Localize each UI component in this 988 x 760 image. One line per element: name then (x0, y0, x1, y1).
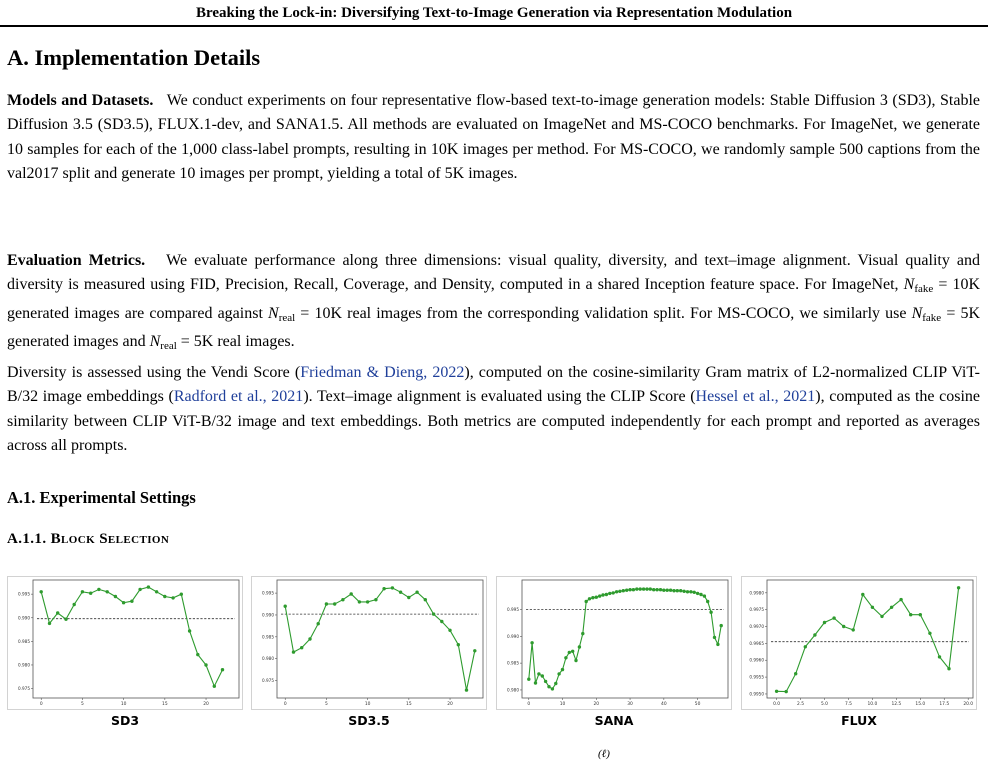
math-sub-fake: fake (914, 283, 934, 296)
x-tick-label: 30 (627, 702, 633, 707)
y-tick-label: 0.9955 (749, 674, 764, 680)
x-tick-label: 15 (406, 702, 412, 707)
data-point (530, 641, 533, 644)
data-point (325, 602, 328, 605)
header-rule (0, 25, 988, 27)
data-point (842, 625, 845, 628)
data-point (432, 612, 435, 615)
data-point (527, 678, 530, 681)
footer-math-glyph: (ℓ) (598, 748, 610, 760)
plot-label-sd35: SD3.5 (348, 713, 390, 728)
y-tick-label: 0.995 (18, 591, 30, 597)
data-point (852, 628, 855, 631)
x-tick-label: 10 (120, 702, 127, 707)
data-point (899, 598, 902, 601)
y-tick-label: 0.995 (262, 590, 274, 596)
y-tick-label: 0.9980 (749, 590, 764, 596)
data-point (547, 685, 550, 688)
x-tick-label: 5 (325, 702, 328, 707)
subsubsection-number: A.1.1. (7, 531, 47, 547)
data-point (382, 587, 385, 590)
data-point (557, 672, 560, 675)
data-point (284, 605, 287, 608)
paragraph-text: We evaluate performance along three dimensions: visual quality, diversity, and text–image alignment. Visual quality and diversity is measured using FID, Precision, Recall, Coverage, and Density, computed in a shared Inception feature space. For ImageNet, (7, 252, 981, 294)
paragraph-text: generated images and (7, 333, 146, 351)
math-eq: = 10K (295, 304, 343, 322)
data-point (666, 589, 669, 592)
data-point (713, 636, 716, 639)
x-tick-label: 17.5 (939, 702, 950, 707)
y-tick-label: 0.980 (262, 656, 274, 662)
data-point (138, 588, 141, 591)
data-point (48, 622, 51, 625)
data-point (639, 587, 642, 590)
data-point (689, 590, 692, 593)
data-point (676, 589, 679, 592)
data-point (213, 685, 216, 688)
y-tick-label: 0.990 (507, 633, 519, 639)
x-tick-label: 40 (661, 702, 667, 707)
math-eq: = 5K (176, 333, 214, 351)
x-tick-label: 5 (81, 702, 84, 707)
data-point (424, 598, 427, 601)
data-point (534, 681, 537, 684)
data-point (399, 591, 402, 594)
y-tick-label: 0.995 (507, 607, 519, 612)
data-point (581, 632, 584, 635)
data-point (391, 586, 394, 589)
data-point (880, 615, 883, 618)
data-point (292, 650, 295, 653)
data-point (947, 667, 950, 670)
y-tick-label: 0.9965 (749, 640, 764, 646)
data-point (407, 596, 410, 599)
math-sub-real: real (278, 311, 296, 324)
data-point (686, 590, 689, 593)
y-tick-label: 0.9960 (749, 657, 764, 663)
data-point (595, 596, 598, 599)
y-tick-label: 0.985 (262, 634, 274, 640)
data-point (605, 593, 608, 596)
data-point (716, 643, 719, 646)
x-tick-label: 10.0 (867, 702, 878, 707)
data-point (693, 591, 696, 594)
data-point (652, 588, 655, 591)
data-point (608, 592, 611, 595)
data-point (180, 593, 183, 596)
plot-sd3 (7, 576, 243, 710)
data-point (591, 596, 594, 599)
data-point (122, 601, 125, 604)
data-point (679, 589, 682, 592)
x-tick-label: 50 (694, 702, 701, 707)
data-point (588, 597, 591, 600)
data-point (64, 618, 67, 621)
data-point (813, 633, 816, 636)
data-point (551, 687, 554, 690)
data-point (909, 613, 912, 616)
paragraph-heading: Evaluation Metrics. (7, 252, 146, 269)
data-point (341, 598, 344, 601)
x-tick-label: 20 (203, 702, 209, 707)
running-header: Breaking the Lock-in: Diversifying Text-to-Image Generation via Representation Modulation (195, 5, 793, 21)
citation-radford[interactable]: Radford et al., 2021 (173, 388, 304, 406)
data-point (544, 680, 547, 683)
section-title: A. Implementation Details (7, 45, 261, 70)
data-point (585, 600, 588, 603)
citation-friedman-dieng[interactable]: Friedman & Dieng, 2022 (300, 364, 465, 381)
data-point (890, 606, 893, 609)
x-tick-label: 7.5 (844, 702, 852, 707)
data-point (622, 589, 625, 592)
data-point (628, 588, 631, 591)
paragraph-text: Diversity is assessed using the Vendi Score ( (7, 364, 301, 381)
data-point (114, 595, 117, 598)
data-point (703, 594, 706, 597)
figure-border (252, 577, 487, 710)
x-tick-label: 0 (39, 702, 43, 707)
data-point (957, 586, 960, 589)
data-point (374, 598, 377, 601)
data-point (682, 590, 685, 593)
data-point (415, 591, 418, 594)
paragraph-diversity (7, 361, 980, 459)
data-point (465, 688, 468, 691)
x-tick-label: 5.0 (820, 702, 828, 707)
math-eq: = 10K (933, 276, 981, 294)
data-point (669, 589, 672, 592)
y-tick-label: 0.985 (18, 638, 30, 644)
data-point (635, 587, 638, 590)
data-point (317, 622, 320, 625)
x-tick-label: 2.5 (797, 702, 805, 707)
paragraph-text: generated images are compared against (7, 304, 263, 322)
data-point (554, 682, 557, 685)
figure-border (742, 577, 977, 710)
data-point (568, 651, 571, 654)
data-point (188, 629, 191, 632)
data-point (699, 593, 702, 596)
data-point (601, 593, 604, 596)
data-point (40, 590, 43, 593)
plot-sana (496, 576, 732, 710)
x-tick-label: 15.0 (915, 702, 926, 707)
paragraph-text: ), computed on the cosine-similarity Gram matrix of L2-normalized CLIP ViT-B/32 image embeddings ( (7, 364, 980, 406)
math-eq: = 5K (941, 304, 981, 322)
data-point (938, 655, 941, 658)
data-point (204, 663, 207, 666)
y-tick-label: 0.9950 (749, 691, 764, 697)
x-tick-label: 10 (559, 702, 566, 707)
data-point (366, 600, 369, 603)
data-point (561, 668, 564, 671)
data-point (720, 624, 723, 627)
y-tick-label: 0.9970 (749, 624, 764, 630)
data-point (618, 590, 621, 593)
data-point (571, 650, 574, 653)
x-tick-label: 20 (593, 702, 600, 707)
x-tick-label: 0 (527, 702, 531, 707)
paragraph-text: ), computed as the cosine similarity between CLIP ViT-B/32 image and text embeddings. Both metrics are computed independently for each prompt and reported as averages across all prompts. (7, 388, 981, 455)
data-point (632, 588, 635, 591)
data-point (196, 653, 199, 656)
data-point (832, 616, 835, 619)
data-point (709, 611, 712, 614)
data-point (861, 593, 864, 596)
data-point (308, 637, 311, 640)
subsubsection-title (7, 529, 169, 549)
data-point (642, 587, 645, 590)
data-point (645, 587, 648, 590)
data-point (564, 656, 567, 659)
y-tick-label: 0.990 (262, 612, 274, 618)
data-point (106, 590, 109, 593)
subsubsection-text: Block Selection (50, 531, 170, 547)
math-n: N (911, 304, 923, 322)
data-point (73, 603, 76, 606)
math-sub-fake: fake (922, 311, 942, 324)
data-point (89, 592, 92, 595)
subsection-title: A.1. Experimental Settings (7, 488, 196, 507)
x-tick-label: 0.0 (773, 702, 781, 707)
paragraph-models-datasets (7, 89, 980, 187)
paragraph-text: real images from the corresponding validation split. For MS-COCO, we similarly use (347, 304, 907, 322)
plot-label-flux: FLUX (841, 713, 877, 728)
x-tick-label: 20 (447, 702, 453, 707)
data-point (706, 600, 709, 603)
data-point (804, 645, 807, 648)
data-point (775, 690, 778, 693)
data-point (598, 594, 601, 597)
data-point (163, 595, 166, 598)
plot-flux (741, 576, 977, 710)
data-point (440, 620, 443, 623)
data-point (612, 591, 615, 594)
data-point (928, 632, 931, 635)
data-point (625, 589, 628, 592)
data-point (659, 588, 662, 591)
data-point (473, 649, 476, 652)
data-point (615, 590, 618, 593)
data-point (672, 589, 675, 592)
data-point (696, 592, 699, 595)
data-point (155, 590, 158, 593)
data-point (574, 659, 577, 662)
data-point (871, 606, 874, 609)
data-point (448, 629, 451, 632)
math-sub-real: real (160, 340, 177, 353)
x-tick-label: 12.5 (891, 702, 902, 707)
x-tick-label: 0 (283, 702, 287, 707)
y-tick-label: 0.980 (18, 662, 30, 668)
data-point (350, 592, 353, 595)
data-point (794, 672, 797, 675)
data-point (300, 646, 303, 649)
x-tick-label: 15 (162, 702, 168, 707)
data-point (823, 621, 826, 624)
data-point (578, 645, 581, 648)
paragraph-heading: Models and Datasets. (7, 92, 154, 109)
paragraph-evaluation-metrics (7, 249, 980, 359)
y-tick-label: 0.9975 (749, 607, 764, 613)
y-tick-label: 0.975 (18, 686, 30, 692)
y-tick-label: 0.975 (262, 678, 274, 684)
paragraph-text: real images. (217, 333, 295, 351)
paragraph-text: We conduct experiments on four representative flow-based text-to-image generation models: Stable Diffusion 3 (SD3), Stable Diffusion 3.5 (SD3.5), FLUX.1-dev, and SANA1.5. All methods are evaluated on ImageNet and MS-COCO benchmarks. For ImageNet, we generate 10 samples for each of the 1,000 class-label prompts, resulting in 10K images per method. For MS-COCO, we randomly sample 500 captions from the val2017 split and generate 10 images per prompt, yielding a total of 5K images. (7, 92, 980, 183)
data-point (333, 602, 336, 605)
data-point (649, 587, 652, 590)
plot-label-sd3: SD3 (110, 713, 140, 728)
data-point (147, 585, 150, 588)
data-point (130, 600, 133, 603)
data-point (56, 611, 59, 614)
y-tick-label: 0.985 (507, 660, 519, 666)
data-point (541, 674, 544, 677)
data-point (358, 600, 361, 603)
data-point (457, 643, 460, 646)
data-point (655, 588, 658, 591)
math-n: N (149, 333, 161, 351)
data-point (171, 596, 174, 599)
math-n: N (903, 276, 915, 294)
data-point (221, 668, 224, 671)
math-n: N (268, 304, 279, 322)
data-point (81, 590, 84, 593)
y-tick-label: 0.990 (18, 615, 30, 621)
data-point (785, 690, 788, 693)
data-point (97, 588, 100, 591)
data-point (537, 672, 540, 675)
plot-sd35 (251, 576, 487, 710)
x-tick-label: 20.0 (963, 702, 974, 707)
citation-hessel[interactable]: Hessel et al., 2021 (695, 388, 816, 406)
paragraph-text: ). Text–image alignment is evaluated using the CLIP Score ( (303, 388, 696, 406)
y-tick-label: 0.980 (507, 687, 519, 693)
x-tick-label: 10 (364, 702, 371, 707)
data-point (919, 613, 922, 616)
plot-label-sana: SANA (594, 713, 634, 728)
data-point (662, 589, 665, 592)
